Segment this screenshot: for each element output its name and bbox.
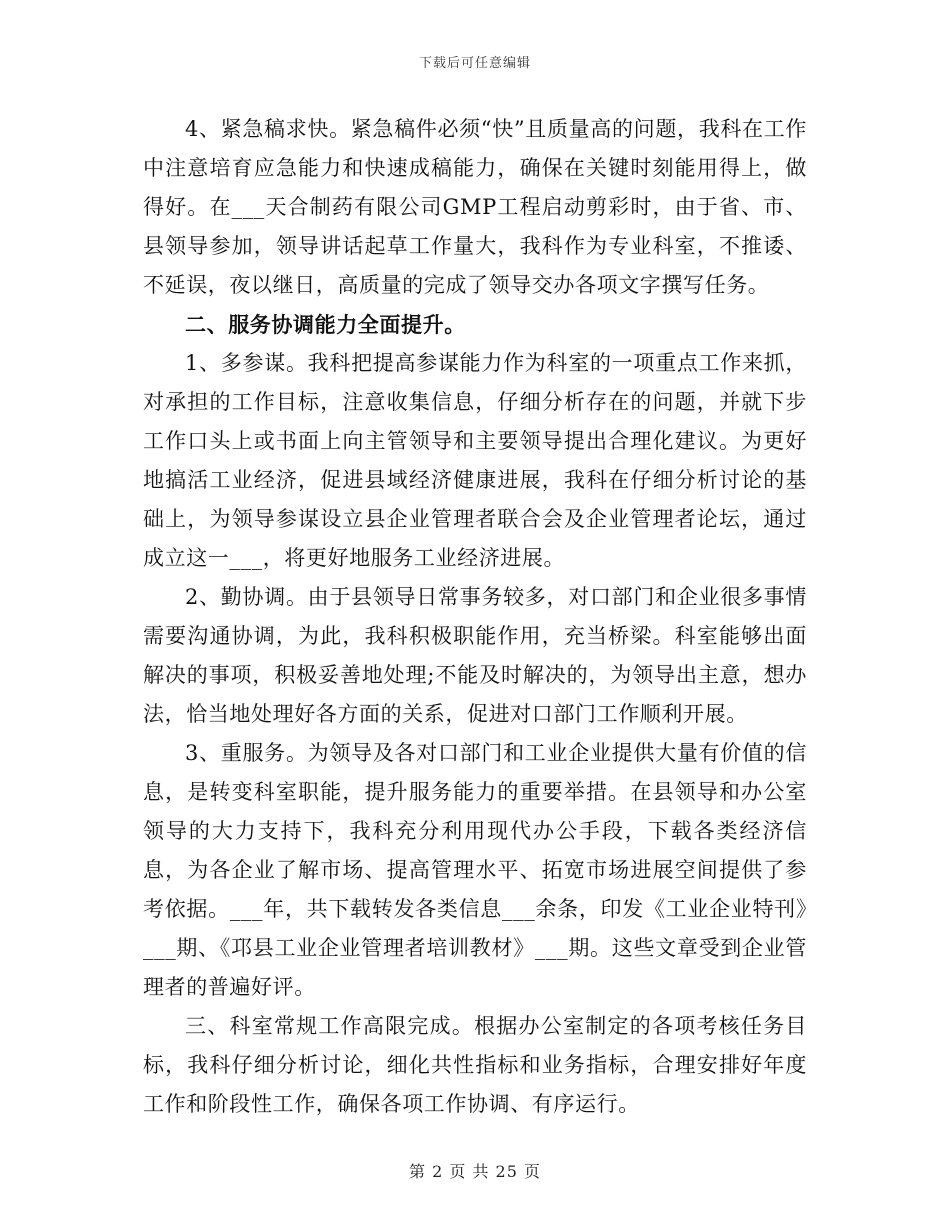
paragraph-urgent-drafts: 4、紧急稿求快。紧急稿件必须“快”且质量高的问题，我科在工作中注意培育应急能力和快速成稿能力，确保在关键时刻能用得上，做得好。在___天合制药有限公司GMP工程启动剪彩时，由于省、市、县领导参加，领导讲话起草工作量大，我科作为专业科室，不推诿、不延误，夜以继日，高质量的完成了领导交办各项文字撰写任务。 — [143, 117, 807, 297]
paragraph-coordination: 2、勤协调。由于县领导日常事务较多，对口部门和企业很多事情需要沟通协调，为此，我科积极职能作用，充当桥梁。科室能够出面解决的事项，积极妥善地处理;不能及时解决的，为领导出主意，想办法，恰当地处理好各方面的关系，促进对口部门工作顺利开展。 — [143, 585, 807, 726]
section-heading-service-coordination: 二、服务协调能力全面提升。 — [185, 312, 466, 337]
paragraph-service: 3、重服务。为领导及各对口部门和工业企业提供大量有价值的信息，是转变科室职能，提升服务能力的重要举措。在县领导和办公室领导的大力支持下，我科充分利用现代办公手段，下载各类经济信息，为各企业了解市场、提高管理水平、拓宽市场进展空间提供了参考依据。___年，共下载转发各类信息___余条，印发《工业企业特刊》___期、《邛县工业企业管理者培训教材》___期。这些文章受到企业管理者的普遍好评。 — [143, 741, 807, 999]
paragraph-routine-work: 三、科室常规工作高限完成。根据办公室制定的各项考核任务目标，我科仔细分析讨论，细化共性指标和业务指标，合理安排好年度工作和阶段性工作，确保各项工作协调、有序运行。 — [143, 1014, 807, 1116]
document-body — [143, 110, 807, 1124]
page-number: 第 2 页 共 25 页 — [409, 1162, 541, 1181]
header-note: 下载后可任意编辑 — [418, 56, 531, 71]
paragraph-advisory: 1、多参谋。我科把提高参谋能力作为科室的一项重点工作来抓，对承担的工作目标，注意收集信息，仔细分析存在的问题，并就下步工作口头上或书面上向主管领导和主要领导提出合理化建议。为更好地搞活工业经济，促进县域经济健康进展，我科在仔细分析讨论的基础上，为领导参谋设立县企业管理者联合会及企业管理者论坛，通过成立这一___，将更好地服务工业经济进展。 — [143, 351, 807, 570]
